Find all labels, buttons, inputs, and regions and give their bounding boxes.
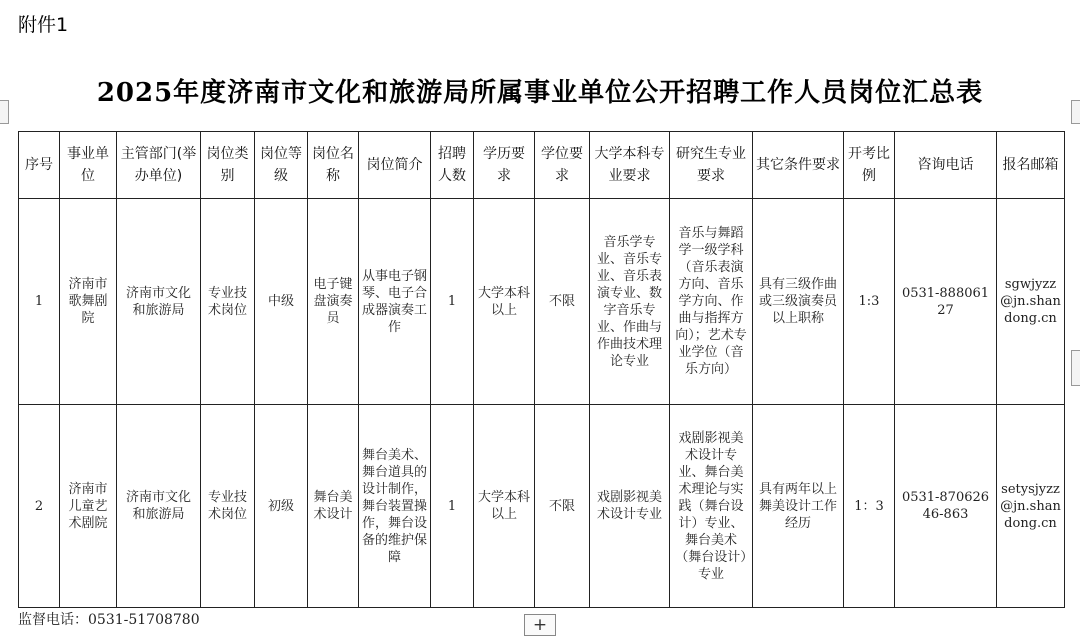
table-cell: sgwjyzz@jn.shandong.cn [997,199,1065,405]
header-cell: 序号 [19,132,60,199]
table-cell: 戏剧影视美术设计专业 [590,405,670,608]
table-cell: 0531-88806127 [895,199,997,405]
header-cell: 咨询电话 [895,132,997,199]
table-cell: 济南市文化和旅游局 [117,199,201,405]
header-cell: 岗位等级 [255,132,308,199]
table-cell: 1:3 [844,199,895,405]
table-cell: 专业技术岗位 [201,199,255,405]
header-cell: 开考比例 [844,132,895,199]
table-cell: 不限 [535,405,590,608]
table-cell: 初级 [255,405,308,608]
header-cell: 招聘人数 [431,132,474,199]
table-cell: 舞台美术设计 [308,405,359,608]
table-cell: 1 [431,405,474,608]
table-cell: 大学本科以上 [474,405,535,608]
header-cell: 岗位名称 [308,132,359,199]
attachment-label: 附件1 [18,14,69,36]
table-cell: setysjyzz@jn.shandong.cn [997,405,1065,608]
table-cell: 济南市儿童艺术剧院 [60,405,117,608]
table-cell: 1 [19,199,60,405]
table-cell: 2 [19,405,60,608]
table-cell: 中级 [255,199,308,405]
header-cell: 报名邮箱 [997,132,1065,199]
table-cell: 大学本科以上 [474,199,535,405]
supervision-phone: 监督电话：0531-51708780 [18,612,200,628]
page-title: 2025年度济南市文化和旅游局所属事业单位公开招聘工作人员岗位汇总表 [96,78,984,108]
table-cell: 音乐与舞蹈学一级学科（音乐表演方向、音乐学方向、作曲与指挥方向）；艺术专业学位（音乐方向） [670,199,753,405]
table-cell: 舞台美术、舞台道具的设计制作，舞台装置操作，舞台设备的维护保障 [359,405,431,608]
table-cell: 0531-87062646-863 [895,405,997,608]
header-cell: 学位要求 [535,132,590,199]
table-cell: 具有三级作曲或三级演奏员以上职称 [753,199,844,405]
table-cell: 不限 [535,199,590,405]
table-cell: 具有两年以上舞美设计工作经历 [753,405,844,608]
header-cell: 岗位类别 [201,132,255,199]
table-cell: 戏剧影视美术设计专业、舞台美术理论与实践（舞台设计）专业、舞台美术（舞台设计）专业 [670,405,753,608]
table-cell: 专业技术岗位 [201,405,255,608]
header-cell: 事业单位 [60,132,117,199]
table-cell: 电子键盘演奏员 [308,199,359,405]
header-cell: 学历要求 [474,132,535,199]
table-row [19,405,1065,608]
right-side-handle[interactable] [1071,350,1080,386]
header-cell: 大学本科专业要求 [590,132,670,199]
header-cell: 岗位简介 [359,132,431,199]
table-cell: 1：3 [844,405,895,608]
header-cell: 其它条件要求 [753,132,844,199]
table-cell: 济南市歌舞剧院 [60,199,117,405]
header-cell: 研究生专业要求 [670,132,753,199]
table-header-row [19,132,1065,199]
table-cell: 济南市文化和旅游局 [117,405,201,608]
table-cell: 音乐学专业、音乐专业、音乐表演专业、数字音乐专业、作曲与作曲技术理论专业 [590,199,670,405]
add-row-button[interactable]: + [524,614,556,636]
positions-table [18,131,1065,608]
table-cell: 1 [431,199,474,405]
table-row [19,199,1065,405]
table-cell: 从事电子钢琴、电子合成器演奏工作 [359,199,431,405]
header-cell: 主管部门(举办单位) [117,132,201,199]
